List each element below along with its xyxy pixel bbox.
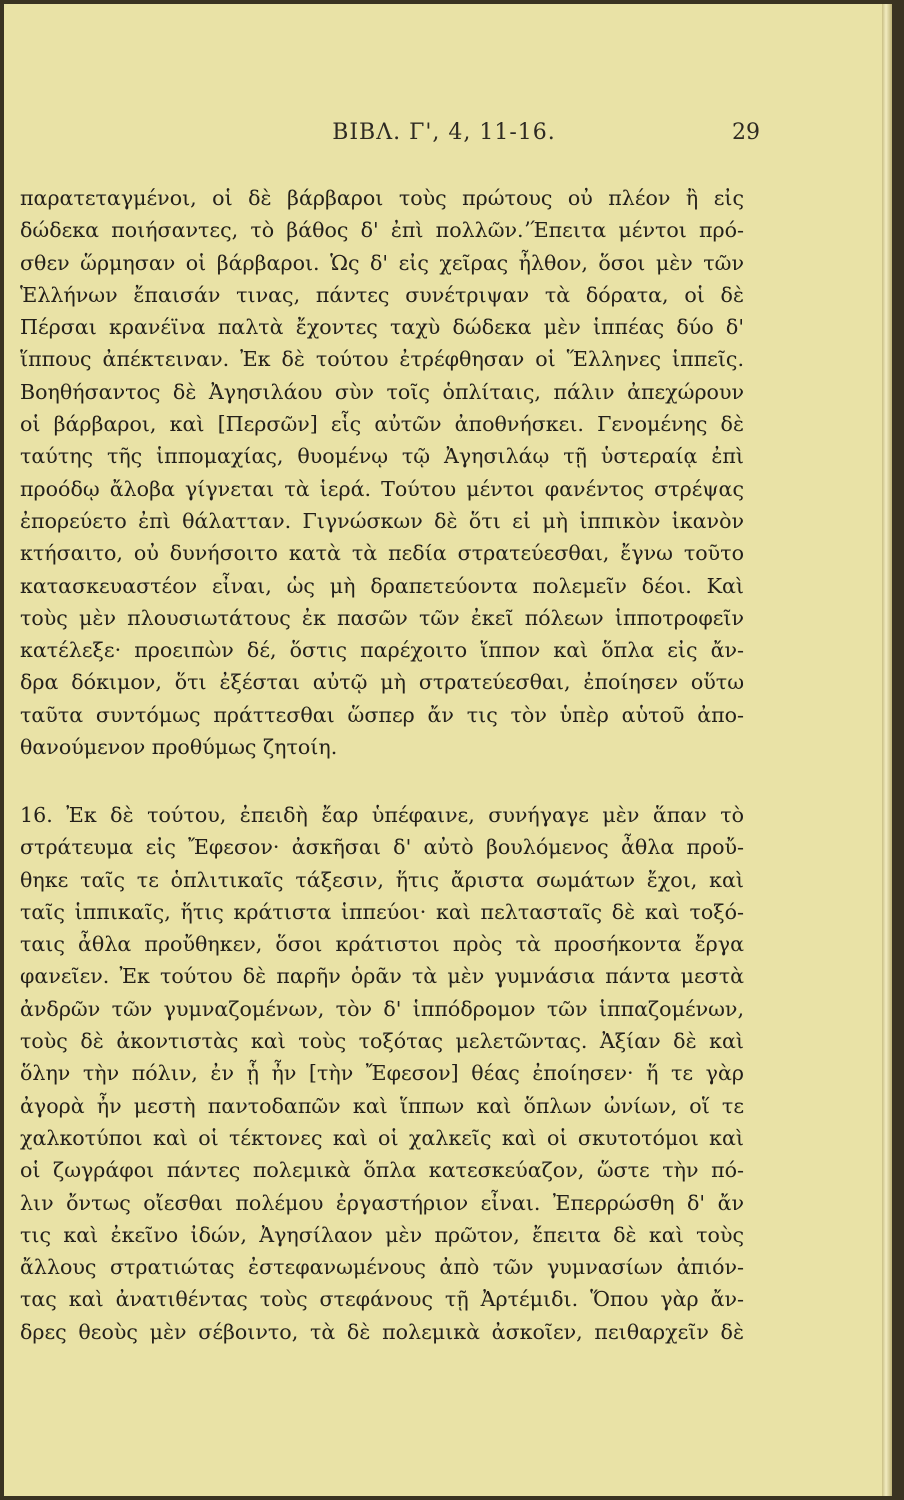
text-line: ὅλην τὴν πόλιν, ἐν ᾗ ἦν [τὴν Ἔφεσον] θέας ἐποίησεν· ἥ τε γὰρ xyxy=(20,1061,744,1086)
text-line: ἵππους ἀπέκτειναν. Ἐκ δὲ τούτου ἐτρέφθησαν οἱ Ἕλληνες ἱππεῖς. xyxy=(20,347,744,372)
text-line: δώδεκα ποιήσαντες, τὸ βάθος δ' ἐπὶ πολλῶν.ʼΈπειτα μέντοι πρό- xyxy=(20,218,744,243)
text-line: δρες θεοὺς μὲν σέβοιντο, τὰ δὲ πολεμικὰ ἀσκοῖεν, πειθαρχεῖν δὲ xyxy=(20,1319,744,1344)
running-title: ΒΙΒΛ. Γ', 4, 11-16. xyxy=(332,120,556,145)
text-line: σθεν ὥρμησαν οἱ βάρβαροι. Ὡς δ' εἰς χεῖρας ἦλθον, ὅσοι μὲν τῶν xyxy=(20,250,744,275)
text-line: τοὺς μὲν πλουσιωτάτους ἐκ πασῶν τῶν ἐκεῖ πόλεων ἱπποτροφεῖν xyxy=(20,605,744,630)
text-line: Ἑλλήνων ἔπαισάν τινας, πάντες συνέτριψαν τὰ δόρατα, οἱ δὲ xyxy=(20,282,744,307)
text-line: δρα δόκιμον, ὅτι ἐξέσται αὐτῷ μὴ στρατεύεσθαι, ἐποίησεν οὕτω xyxy=(20,670,744,695)
text-line: ἀγορὰ ἦν μεστὴ παντοδαπῶν καὶ ἵππων καὶ ὅπλων ὠνίων, οἵ τε xyxy=(20,1093,744,1118)
text-line: 16. Ἐκ δὲ τούτου, ἐπειδὴ ἔαρ ὑπέφαινε, συνήγαγε μὲν ἅπαν τὸ xyxy=(20,803,744,827)
paragraph-1 xyxy=(20,182,744,763)
text-line: ἐπορεύετο ἐπὶ θάλατταν. Γιγνώσκων δὲ ὅτι εἰ μὴ ἱππικὸν ἱκανὸν xyxy=(20,508,744,533)
text-line: ταύτης τῆς ἱππομαχίας, θυομένῳ τῷ Ἀγησιλάῳ τῇ ὑστεραίᾳ ἐπὶ xyxy=(20,444,744,469)
text-line: στράτευμα εἰς Ἔφεσον· ἀσκῆσαι δ' αὐτὸ βουλόμενος ἆθλα προὔ- xyxy=(20,835,744,860)
text-line: χαλκοτύποι καὶ οἱ τέκτονες καὶ οἱ χαλκεῖς καὶ οἱ σκυτοτόμοι καὶ xyxy=(20,1125,744,1150)
page-header xyxy=(4,116,884,156)
page-number: 29 xyxy=(732,120,760,145)
text-line: φανεῖεν. Ἐκ τούτου δὲ παρῆν ὁρᾶν τὰ μὲν γυμνάσια πάντα μεστὰ xyxy=(20,964,744,989)
text-line: ταις ἆθλα προὔθηκεν, ὅσοι κράτιστοι πρὸς τὰ προσήκοντα ἔργα xyxy=(20,932,744,957)
text-line: Πέρσαι κρανέϊνα παλτὰ ἔχοντες ταχὺ δώδεκα μὲν ἱππέας δύο δ' xyxy=(20,315,744,340)
page-edge xyxy=(882,4,892,1496)
text-line: τοὺς δὲ ἀκοντιστὰς καὶ τοὺς τοξότας μελετῶντας. Ἀξίαν δὲ καὶ xyxy=(20,1029,744,1054)
text-line: παρατεταγμένοι, οἱ δὲ βάρβαροι τοὺς πρώτους οὐ πλέον ἢ εἰς xyxy=(20,186,744,210)
text-line: κτήσαιτο, οὐ δυνήσοιτο κατὰ τὰ πεδία στρατεύεσθαι, ἔγνω τοῦτο xyxy=(20,541,744,566)
text-line: Βοηθήσαντος δὲ Ἀγησιλάου σὺν τοῖς ὁπλίταις, πάλιν ἀπεχώρουν xyxy=(20,379,744,404)
text-line: κατασκευαστέον εἶναι, ὡς μὴ δραπετεύοντα πολεμεῖν δέοι. Καὶ xyxy=(20,573,744,598)
text-line: θανούμενον προθύμως ζητοίη. xyxy=(20,735,338,760)
text-line: οἱ βάρβαροι, καὶ [Περσῶν] εἷς αὐτῶν ἀποθνήσκει. Γενομένης δὲ xyxy=(20,412,744,437)
book-page xyxy=(4,4,892,1496)
text-line: θηκε ταῖς τε ὁπλιτικαῖς τάξεσιν, ἥτις ἄριστα σωμάτων ἔχοι, καὶ xyxy=(20,867,744,892)
text-line: οἱ ζωγράφοι πάντες πολεμικὰ ὅπλα κατεσκεύαζον, ὥστε τὴν πό- xyxy=(20,1158,744,1183)
paragraph-2 xyxy=(20,799,744,1348)
text-line: τις καὶ ἐκεῖνο ἰδών, Ἀγησίλαον μὲν πρῶτον, ἔπειτα δὲ καὶ τοὺς xyxy=(20,1222,744,1247)
text-line: ταῦτα συντόμως πράττεσθαι ὥσπερ ἄν τις τὸν ὑπὲρ αὑτοῦ ἀπο- xyxy=(20,702,744,727)
text-line: ἀνδρῶν τῶν γυμναζομένων, τὸν δ' ἱππόδρομον τῶν ἱππαζομένων, xyxy=(20,996,744,1021)
text-line: ἄλλους στρατιώτας ἐστεφανωμένους ἀπὸ τῶν γυμνασίων ἀπιόν- xyxy=(20,1255,744,1280)
text-line: κατέλεξε· προειπὼν δέ, ὅστις παρέχοιτο ἵππον καὶ ὅπλα εἰς ἄν- xyxy=(20,638,744,663)
text-line: προόδῳ ἄλοβα γίγνεται τὰ ἱερά. Τούτου μέντοι φανέντος στρέψας xyxy=(20,476,744,501)
text-line: ταῖς ἱππικαῖς, ἥτις κράτιστα ἱππεύοι· καὶ πελτασταῖς δὲ καὶ τοξό- xyxy=(20,899,744,924)
text-line: τας καὶ ἀνατιθέντας τοὺς στεφάνους τῇ Ἀρτέμιδι. Ὅπου γὰρ ἄν- xyxy=(20,1287,744,1312)
text-line: λιν ὄντως οἴεσθαι πολέμου ἐργαστήριον εἶναι. Ἐπερρώσθη δ' ἄν xyxy=(20,1190,744,1215)
